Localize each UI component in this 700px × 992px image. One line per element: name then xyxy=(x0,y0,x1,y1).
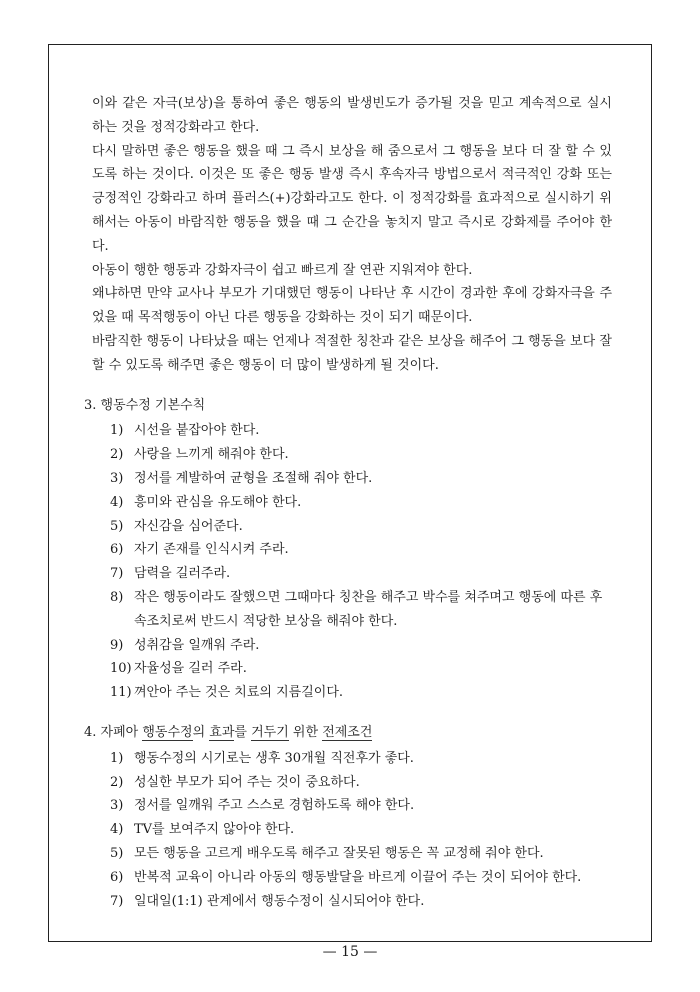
intro-paragraph-1: 이와 같은 자극(보상)을 통하여 좋은 행동의 발생빈도가 증가될 것을 믿고 계속적으로 실시하는 것을 정적강화라고 한다. xyxy=(92,96,612,135)
item-text: 흥미와 관심을 유도해야 한다. xyxy=(134,494,302,510)
list-item xyxy=(110,491,612,515)
item-text: 사랑을 느끼게 해줘야 한다. xyxy=(134,447,289,463)
title-text: 의 xyxy=(192,724,210,740)
item-number: 4) xyxy=(110,822,124,838)
item-number: 3) xyxy=(110,798,124,814)
title-underlined-text: 거두기 xyxy=(251,724,289,740)
page-number: — 15 — xyxy=(322,944,378,960)
item-text: 담력을 길러주라. xyxy=(134,566,231,582)
item-number: 10) xyxy=(110,661,132,677)
item-text: 껴안아 주는 것은 치료의 지름길이다. xyxy=(134,685,344,701)
title-text: 위한 xyxy=(288,724,323,740)
list-item xyxy=(110,818,612,842)
item-number: 6) xyxy=(110,542,124,558)
title-text: 4. 자폐아 xyxy=(84,724,143,740)
list-item xyxy=(110,443,612,467)
list-item xyxy=(110,586,612,634)
list-item xyxy=(110,794,612,818)
item-number: 6) xyxy=(110,869,124,885)
list-item xyxy=(110,562,612,586)
item-text: 자신감을 심어준다. xyxy=(134,518,243,534)
list-item xyxy=(110,657,612,681)
title-underlined-text: 전제조건 xyxy=(322,724,373,740)
item-text: 반복적 교육이 아니라 아동의 행동발달을 바르게 이끌어 주는 것이 되어야 한다. xyxy=(134,869,582,885)
list-item xyxy=(110,467,612,491)
item-text: 자기 존재를 인식시켜 주라. xyxy=(134,542,289,558)
item-number: 8) xyxy=(110,589,124,605)
title-underlined-text: 효과 xyxy=(209,724,235,740)
item-number: 7) xyxy=(110,566,124,582)
intro-paragraph-2: 다시 말하면 좋은 행동을 했을 때 그 즉시 보상을 해 줌으로서 그 행동을 보다 더 잘 할 수 있도록 하는 것이다. 이것은 또 좋은 행동 발생 즉시 후속자극 방법으로서 적극적인 강화 또는 긍정적인 강화라고 하며 플러스(+)강화라고도 한다. 이 정적강화를 효과적으로 실시하기 위해서는 아동이 바람직한 행동을 했을 때 그 순간을 놓치지 말고 즉시로 강화제를 주어야 한다. xyxy=(92,143,612,254)
item-number: 4) xyxy=(110,494,124,510)
list-item xyxy=(110,842,612,866)
list-item xyxy=(110,747,612,771)
list-item xyxy=(110,515,612,539)
list-item xyxy=(110,866,612,890)
item-text: 행동수정의 시기로는 생후 30개월 직전후가 좋다. xyxy=(134,750,414,766)
item-number: 11) xyxy=(110,685,132,701)
item-number: 2) xyxy=(110,774,124,790)
intro-paragraph-4: 왜냐하면 만약 교사나 부모가 기대했던 행동이 나타난 후 시간이 경과한 후에 강화자극을 주었을 때 목적행동이 아닌 다른 행동을 강화하는 것이 되기 때문이다. xyxy=(92,286,612,326)
item-text: 작은 행동이라도 잘했으면 그때마다 칭찬을 해주고 박수를 쳐주며고 행동에 따른 후속조치로써 반드시 적당한 보상을 해줘야 한다. xyxy=(134,589,603,629)
item-text: 정서를 일깨워 주고 스스로 경험하도록 해야 한다. xyxy=(134,798,415,814)
item-number: 3) xyxy=(110,470,124,486)
intro-paragraph-3: 아동이 행한 행동과 강화자극이 쉽고 빠르게 잘 연관 지워져야 한다. xyxy=(92,262,473,278)
section-4-list xyxy=(92,747,612,914)
item-number: 1) xyxy=(110,423,124,439)
list-item xyxy=(110,771,612,795)
list-item xyxy=(110,538,612,562)
section-3 xyxy=(84,394,612,705)
item-text: 정서를 계발하여 균형을 조절해 줘야 한다. xyxy=(134,470,373,486)
list-item xyxy=(110,890,612,914)
item-number: 5) xyxy=(110,518,124,534)
item-text: 성취감을 일깨워 주라. xyxy=(134,637,260,653)
item-number: 5) xyxy=(110,845,124,861)
document-body xyxy=(84,92,612,913)
section-3-list xyxy=(92,419,612,705)
item-text: 일대일(1:1) 관계에서 행동수정이 실시되어야 한다. xyxy=(134,893,425,909)
title-text: 를 xyxy=(234,724,252,740)
item-number: 2) xyxy=(110,447,124,463)
item-text: 모든 행동을 고르게 배우도록 해주고 잘못된 행동은 꼭 교정해 줘야 한다. xyxy=(134,845,544,861)
section-4 xyxy=(84,721,612,913)
item-text: 성실한 부모가 되어 주는 것이 중요하다. xyxy=(134,774,360,790)
section-4-title xyxy=(84,721,612,745)
title-underlined-text: 행동수정 xyxy=(142,724,193,740)
list-item xyxy=(110,419,612,443)
list-item xyxy=(110,681,612,705)
item-text: 시선을 붙잡아야 한다. xyxy=(134,423,260,439)
intro-paragraph-5: 바람직한 행동이 나타났을 때는 언제나 적절한 칭찬과 같은 보상을 해주어 그 행동을 보다 잘 할 수 있도록 해주면 좋은 행동이 더 많이 발생하게 될 것이다. xyxy=(92,333,612,373)
item-number: 7) xyxy=(110,893,124,909)
item-number: 1) xyxy=(110,750,124,766)
item-number: 9) xyxy=(110,637,124,653)
section-3-title: 3. 행동수정 기본수칙 xyxy=(84,397,206,413)
list-item xyxy=(110,634,612,658)
item-text: TV를 보여주지 않아야 한다. xyxy=(134,822,295,838)
item-text: 자율성을 길러 주라. xyxy=(134,661,247,677)
